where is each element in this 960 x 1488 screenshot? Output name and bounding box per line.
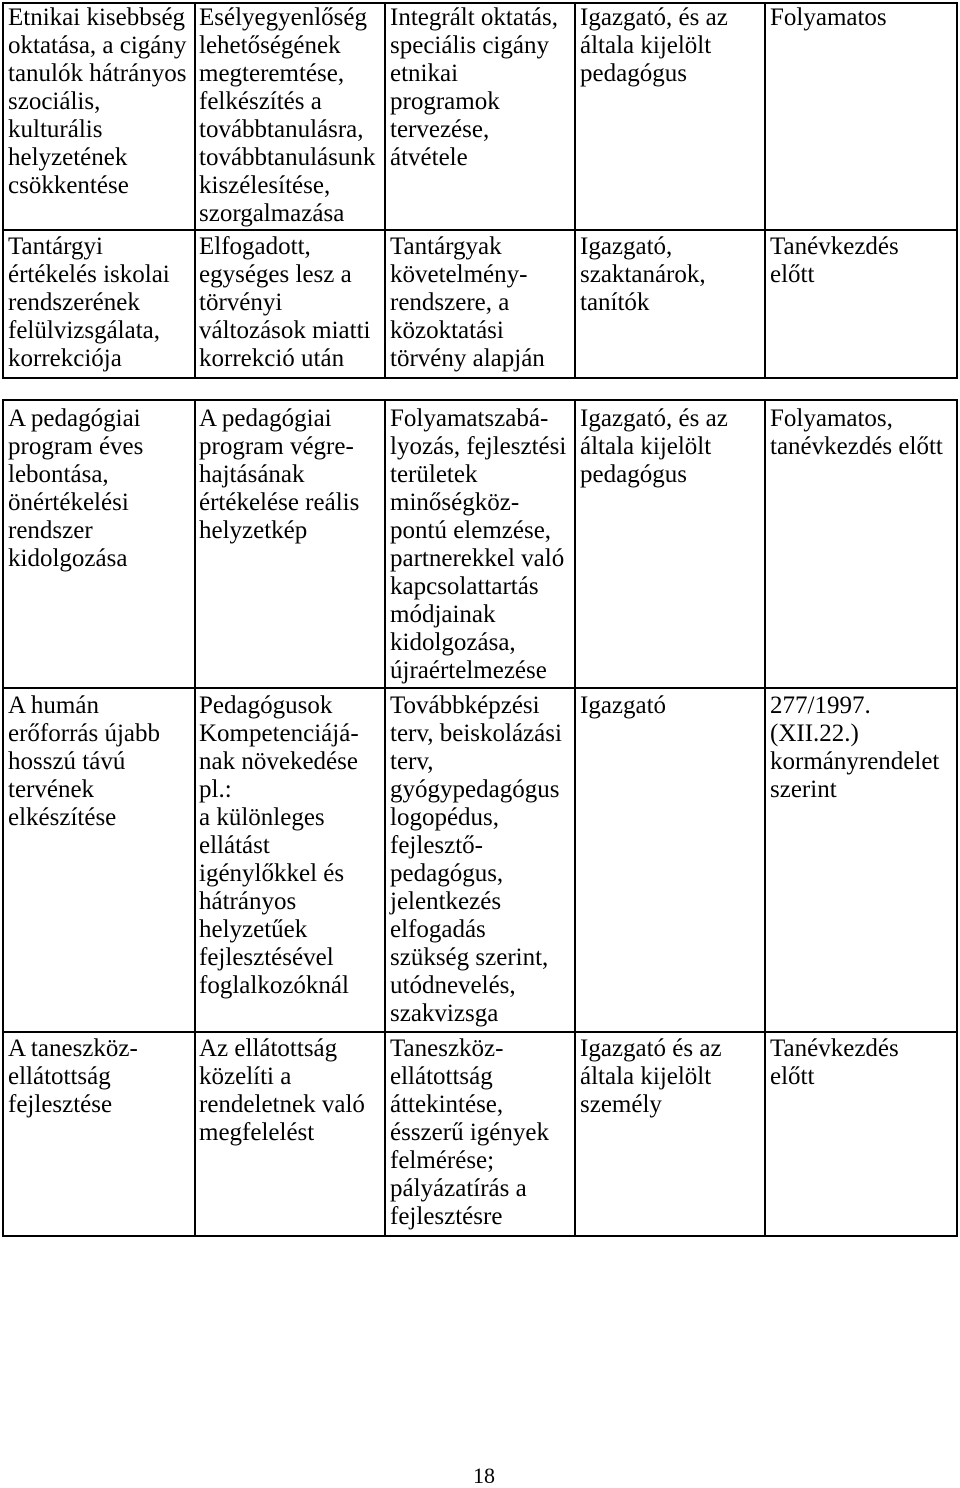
expected-outcome-cell: Az ellátottság közelíti a rendeletnek való megfelelést bbox=[196, 1033, 384, 1235]
expected-outcome-cell: A pedagógiai program végre- hajtásának értékelése reális helyzetkép bbox=[196, 401, 384, 687]
expected-outcome-cell: Elfogadott, egységes lesz a törvényi változások miatti korrekció után bbox=[196, 231, 384, 377]
table-row bbox=[4, 231, 956, 377]
deadline-cell: Tanévkezdés előtt bbox=[766, 231, 956, 377]
task-cell: A humán erőforrás újabb hosszú távú tervének elkészítése bbox=[4, 689, 194, 1031]
responsible-cell: Igazgató, szaktanárok, tanítók bbox=[576, 231, 764, 377]
responsible-cell: Igazgató és az általa kijelölt személy bbox=[576, 1033, 764, 1235]
task-cell: Tantárgyi értékelés iskolai rendszerének felülvizsgálata, korrekciója bbox=[4, 231, 194, 377]
activity-cell: Tantárgyak követelmény- rendszere, a közoktatási törvény alapján bbox=[386, 231, 574, 377]
table-row bbox=[4, 689, 956, 1031]
deadline-cell: Folyamatos bbox=[766, 4, 956, 229]
expected-outcome-cell: Pedagógusok Kompetenciájá- nak növekedése pl.: a különleges ellátást igénylőkkel és hátrányos helyzetűek fejlesztésével foglalkozóknál bbox=[196, 689, 384, 1031]
table-row bbox=[4, 401, 956, 687]
table-2 bbox=[2, 399, 958, 1237]
table-1 bbox=[2, 2, 958, 379]
activity-cell: Integrált oktatás, speciális cigány etnikai programok tervezése, átvétele bbox=[386, 4, 574, 229]
deadline-cell: Tanévkezdés előtt bbox=[766, 1033, 956, 1235]
expected-outcome-cell: Esélyegyenlőség lehetőségének megteremtése, felkészítés a továbbtanulásra, továbbtanulásunk kiszélesítése, szorgalmazása bbox=[196, 4, 384, 229]
task-cell: A taneszköz- ellátottság fejlesztése bbox=[4, 1033, 194, 1235]
task-cell: Etnikai kisebbség oktatása, a cigány tanulók hátrányos szociális, kulturális helyzetének csökkentése bbox=[4, 4, 194, 229]
responsible-cell: Igazgató, és az általa kijelölt pedagógus bbox=[576, 401, 764, 687]
responsible-cell: Igazgató bbox=[576, 689, 764, 1031]
activity-cell: Folyamatszabá- lyozás, fejlesztési területek minőségköz- pontú elemzése, partnerekkel való kapcsolattartás módjainak kidolgozása, újraértelmezése bbox=[386, 401, 574, 687]
page-number: 18 bbox=[473, 1463, 495, 1488]
table-row bbox=[4, 4, 956, 229]
responsible-cell: Igazgató, és az általa kijelölt pedagógus bbox=[576, 4, 764, 229]
deadline-cell: 277/1997. (XII.22.) kormányrendelet szerint bbox=[766, 689, 956, 1031]
deadline-cell: Folyamatos, tanévkezdés előtt bbox=[766, 401, 956, 687]
activity-cell: Továbbképzési terv, beiskolázási terv, gyógypedagógus logopédus, fejlesztő- pedagógus, jelentkezés elfogadás szükség szerint, utódnevelés, szakvizsga bbox=[386, 689, 574, 1031]
task-cell: A pedagógiai program éves lebontása, önértékelési rendszer kidolgozása bbox=[4, 401, 194, 687]
table-row bbox=[4, 1033, 956, 1235]
activity-cell: Taneszköz- ellátottság áttekintése, ésszerű igények felmérése; pályázatírás a fejlesztésre bbox=[386, 1033, 574, 1235]
